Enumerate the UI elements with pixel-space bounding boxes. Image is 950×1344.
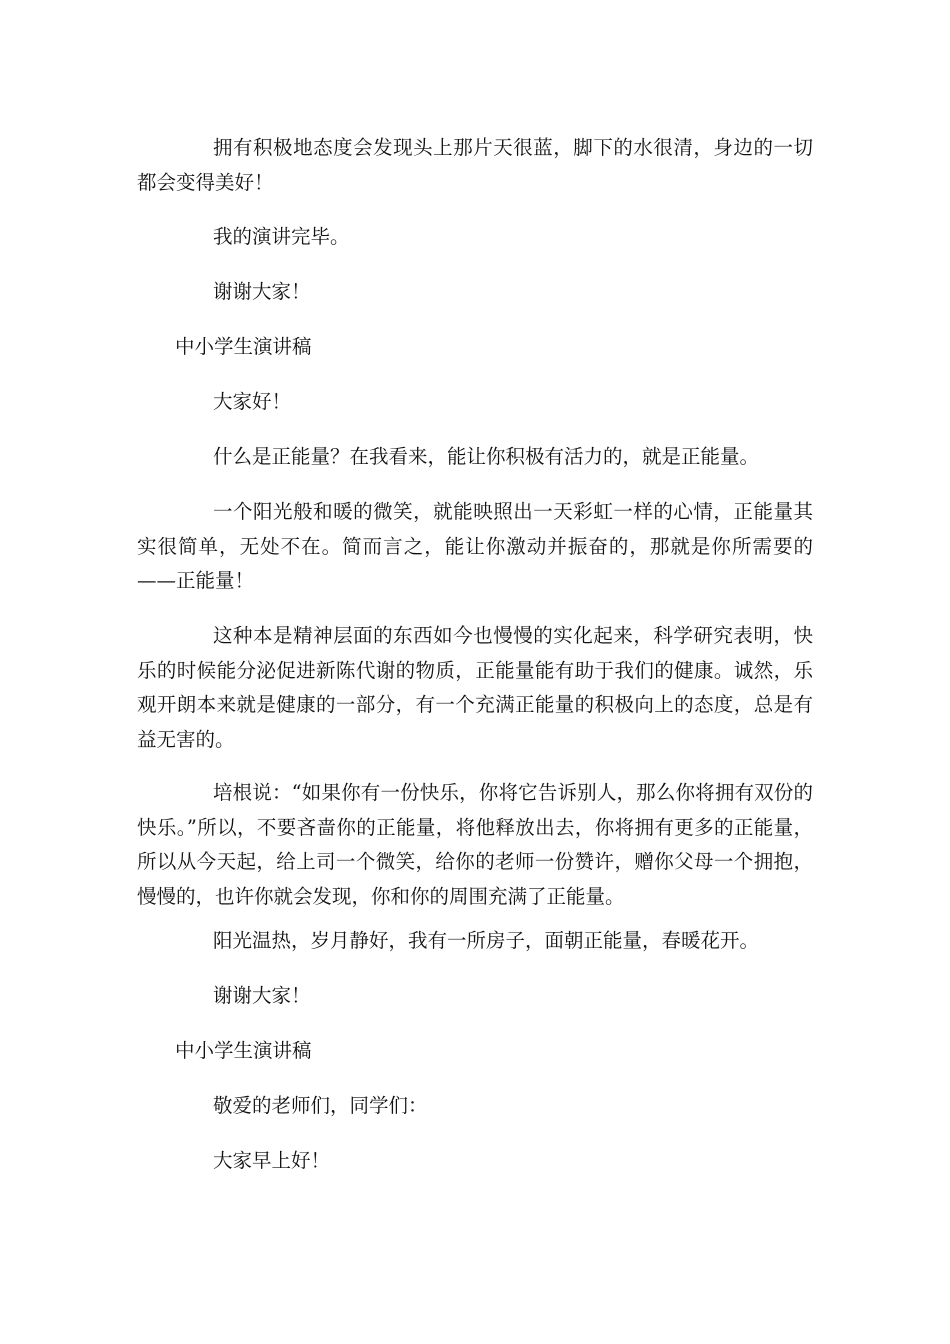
paragraph-positive-attitude: 拥有积极地态度会发现头上那片天很蓝，脚下的水很清，身边的一切都会变得美好！: [137, 136, 813, 194]
paragraph-speech-finished: 我的演讲完毕。: [213, 225, 350, 248]
paragraph-thanks: 谢谢大家！: [213, 984, 311, 1007]
paragraph-smile: 一个阳光般和暖的微笑，就能映照出一天彩虹一样的心情，正能量其实很简单，无处不在。简而言之，能让你激动并振奋的，那就是你所需要的——正能量！: [137, 500, 813, 592]
section-title: 中小学生演讲稿: [175, 335, 312, 358]
section-title: 中小学生演讲稿: [175, 1039, 312, 1062]
paragraph-good-morning: 大家早上好！: [213, 1149, 331, 1172]
paragraph-health: 这种本是精神层面的东西如今也慢慢的实化起来，科学研究表明，快乐的时候能分泌促进新陈代谢的物质，正能量能有助于我们的健康。诚然，乐观开朗本来就是健康的一部分，有一个充满正能量的积极向上的态度，总是有益无害的。: [137, 624, 813, 751]
paragraph-greeting: 大家好！: [213, 390, 292, 413]
paragraph-what-is-positive-energy: 什么是正能量？在我看来，能让你积极有活力的，就是正能量。: [213, 445, 760, 468]
paragraph-thanks: 谢谢大家！: [213, 280, 311, 303]
paragraph-spring-blossom: 阳光温热，岁月静好，我有一所房子，面朝正能量，春暖花开。: [213, 929, 760, 952]
paragraph-salutation: 敬爱的老师们，同学们：: [213, 1094, 428, 1117]
paragraph-bacon-quote: 培根说：“如果你有一份快乐，你将它告诉别人，那么你将拥有双份的快乐。”所以，不要吝啬你的正能量，将他释放出去，你将拥有更多的正能量，所以从今天起，给上司一个微笑，给你的老师一份赞许，赠你父母一个拥抱，慢慢的，也许你就会发现，你和你的周围充满了正能量。: [137, 781, 813, 908]
